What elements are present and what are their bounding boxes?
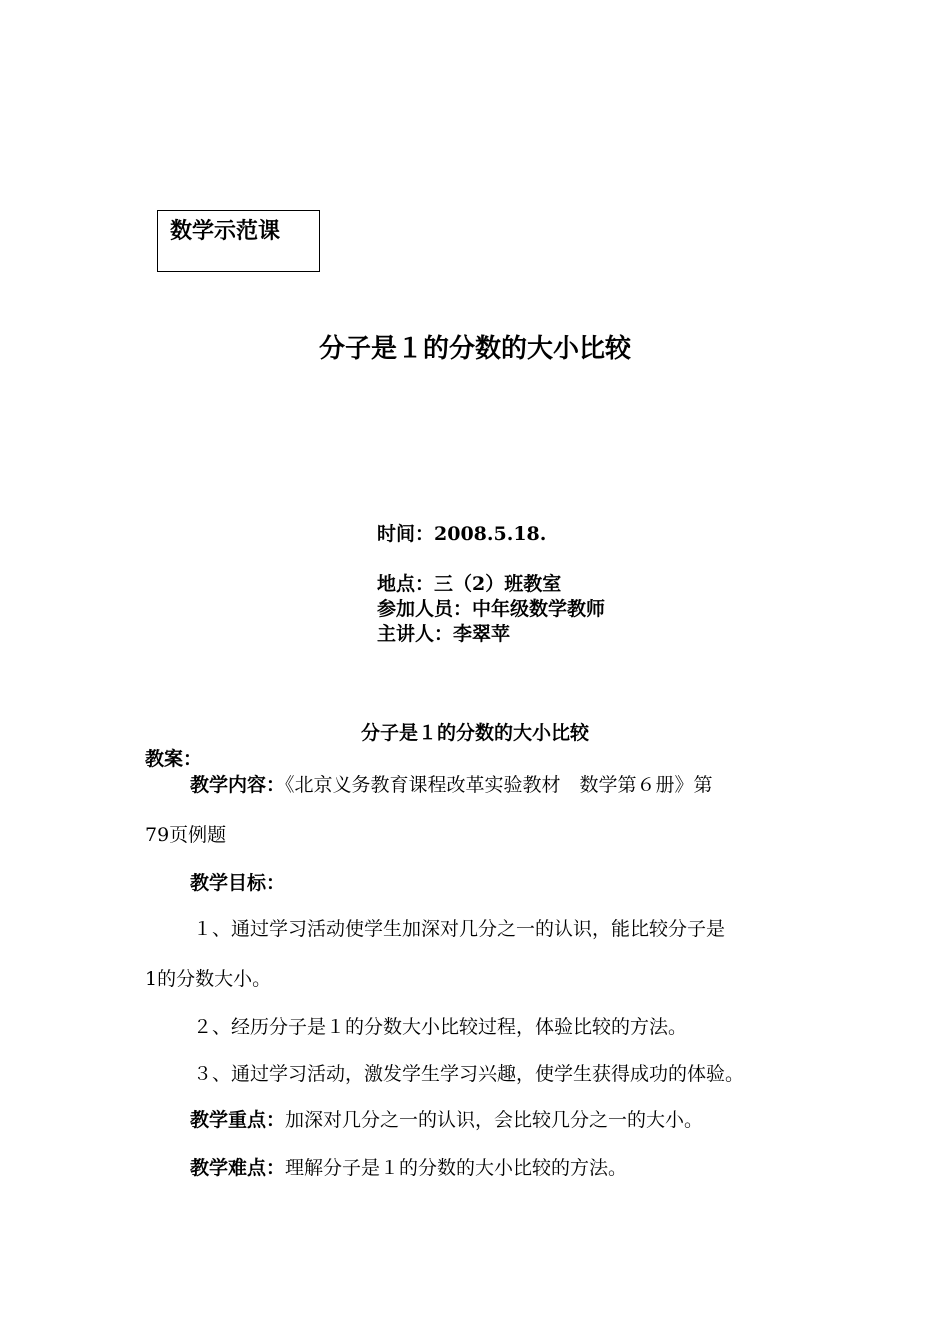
goal-item-1-line1: １、通过学习活动使学生加深对几分之一的认识，能比较分子是	[193, 918, 726, 940]
difficulty-text: 理解分子是１的分数的大小比较的方法。	[285, 1157, 628, 1179]
content-text-line2: 79页例题	[145, 824, 227, 846]
content-text-line1: 《北京义务教育课程改革实验教材 数学第６册》第	[285, 774, 713, 796]
goal-item-2: ２、经历分子是１的分数大小比较过程，体验比较的方法。	[193, 1016, 688, 1038]
goal-item-1-line2: 1的分数大小。	[145, 968, 272, 990]
goals-label: 教学目标：	[190, 872, 286, 894]
meta-place: 地点：三（2）班教室	[377, 573, 562, 595]
meta-attendees: 参加人员：中年级数学教师	[377, 598, 606, 620]
key-point-text: 加深对几分之一的认识，会比较几分之一的大小。	[285, 1109, 704, 1131]
lesson-plan-label: 教案：	[145, 748, 203, 770]
meta-speaker: 主讲人：李翠苹	[377, 623, 511, 645]
section-title: 分子是１的分数的大小比较	[360, 722, 589, 744]
main-title: 分子是１的分数的大小比较	[318, 334, 631, 364]
goal-item-3: ３、通过学习活动，激发学生学习兴趣，使学生获得成功的体验。	[193, 1063, 745, 1085]
difficulty-label: 教学难点：	[190, 1157, 286, 1179]
key-point-label: 教学重点：	[190, 1109, 286, 1131]
content-line1	[190, 772, 815, 798]
content-label: 教学内容：	[190, 774, 286, 796]
key-point-line	[190, 1107, 815, 1133]
course-type-box: 数学示范课	[157, 210, 320, 272]
meta-time: 时间：2008.5.18.	[377, 523, 547, 545]
difficulty-line	[190, 1155, 815, 1181]
